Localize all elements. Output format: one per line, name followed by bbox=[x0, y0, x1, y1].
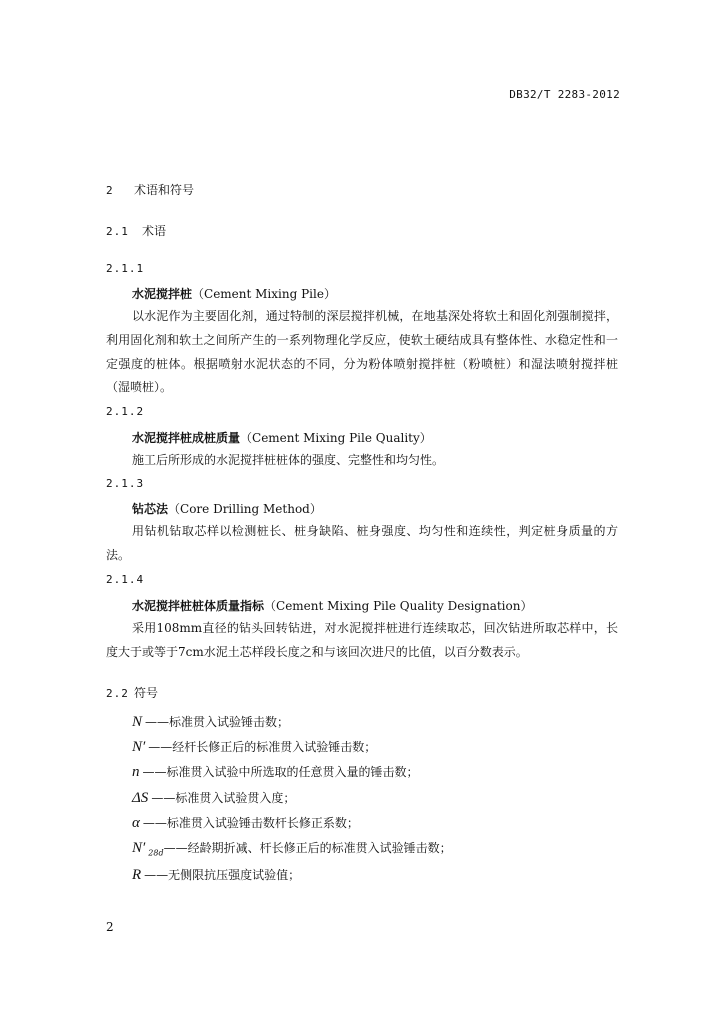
symbol: R bbox=[132, 867, 142, 883]
symbol-row bbox=[132, 738, 376, 756]
symbol-description: ——标准贯入试验锤击数； bbox=[145, 715, 290, 729]
symbol-row bbox=[132, 763, 419, 781]
symbol: ΔS bbox=[132, 790, 149, 806]
symbol-row bbox=[132, 789, 295, 807]
term-name: 水泥搅拌桩成桩质量 bbox=[132, 431, 241, 445]
term-number: 2.1.1 bbox=[106, 262, 145, 275]
term-definition: 采用108mm直径的钻头回转钻进，对水泥搅拌桩进行连续取芯，回次钻进所取芯样中，长度大于或等于7cm水泥土芯样段长度之和与该回次进尺的比值，以百分数表示。 bbox=[106, 621, 618, 659]
term-definition: 施工后所形成的水泥搅拌桩桩体的强度、完整性和均匀性。 bbox=[132, 453, 445, 467]
symbol-description: ——经杆长修正后的标准贯入试验锤击数； bbox=[148, 740, 377, 754]
symbol-row bbox=[132, 839, 452, 857]
term-english: （Cement Mixing Pile） bbox=[192, 287, 336, 301]
section-2-2-heading bbox=[106, 684, 158, 701]
term-definition: 用钻机钻取芯样以检测桩长、桩身缺陷、桩身强度、均匀性和连续性，判定桩身质量的方法。 bbox=[106, 524, 618, 562]
term-number: 2.1.2 bbox=[106, 405, 145, 418]
section-number: 2 bbox=[106, 184, 114, 197]
term-english: （Cement Mixing Pile Quality） bbox=[240, 431, 432, 445]
section-title: 术语 bbox=[142, 224, 167, 238]
section-2-1-heading bbox=[106, 222, 166, 239]
page-number: 2 bbox=[106, 920, 114, 934]
symbol-row bbox=[132, 866, 300, 884]
symbol: N bbox=[132, 714, 143, 730]
symbol-description: ——标准贯入试验锤击数杆长修正系数； bbox=[142, 816, 359, 830]
term-name: 钻芯法 bbox=[132, 502, 169, 516]
symbol-description: ——标准贯入试验贯入度； bbox=[151, 791, 296, 805]
section-number: 2.2 bbox=[106, 687, 129, 700]
term-definition: 以水泥作为主要固化剂，通过特制的深层搅拌机械，在地基深处将软土和固化剂强制搅拌，利用固化剂和软土之间所产生的一系列物理化学反应，使软土硬结成具有整体性、水稳定性和一定强度的桩体。根据喷射水泥状态的不同，分为粉体喷射搅拌桩（粉喷桩）和湿法喷射搅拌桩（湿喷桩）。 bbox=[106, 309, 618, 395]
symbol-row bbox=[132, 713, 289, 731]
term-heading bbox=[132, 597, 532, 614]
term-number: 2.1.3 bbox=[106, 477, 145, 490]
term-heading bbox=[132, 285, 336, 302]
symbol: α bbox=[132, 815, 140, 831]
symbol: N′ bbox=[132, 840, 146, 856]
section-number: 2.1 bbox=[106, 225, 129, 238]
section-title: 符号 bbox=[134, 686, 159, 700]
term-heading bbox=[132, 500, 322, 517]
term-name: 水泥搅拌桩桩体质量指标 bbox=[132, 599, 265, 613]
symbol-subscript: 28d bbox=[148, 848, 164, 858]
symbol-description: ——无侧限抗压强度试验值； bbox=[144, 868, 301, 882]
term-heading bbox=[132, 429, 432, 446]
term-name: 水泥搅拌桩 bbox=[132, 287, 193, 301]
term-english: （Cement Mixing Pile Quality Designation） bbox=[264, 599, 533, 613]
symbol-row bbox=[132, 814, 359, 832]
document-code: DB32/T 2283-2012 bbox=[509, 88, 620, 101]
symbol-description: ——经龄期折减、杆长修正后的标准贯入试验锤击数； bbox=[163, 841, 452, 855]
section-2-heading bbox=[106, 181, 194, 198]
term-english: （Core Drilling Method） bbox=[168, 502, 322, 516]
section-title: 术语和符号 bbox=[134, 183, 195, 197]
symbol: N′ bbox=[132, 739, 146, 755]
symbol-description: ——标准贯入试验中所选取的任意贯入量的锤击数； bbox=[142, 765, 419, 779]
symbol: n bbox=[132, 764, 140, 780]
term-number: 2.1.4 bbox=[106, 573, 145, 586]
